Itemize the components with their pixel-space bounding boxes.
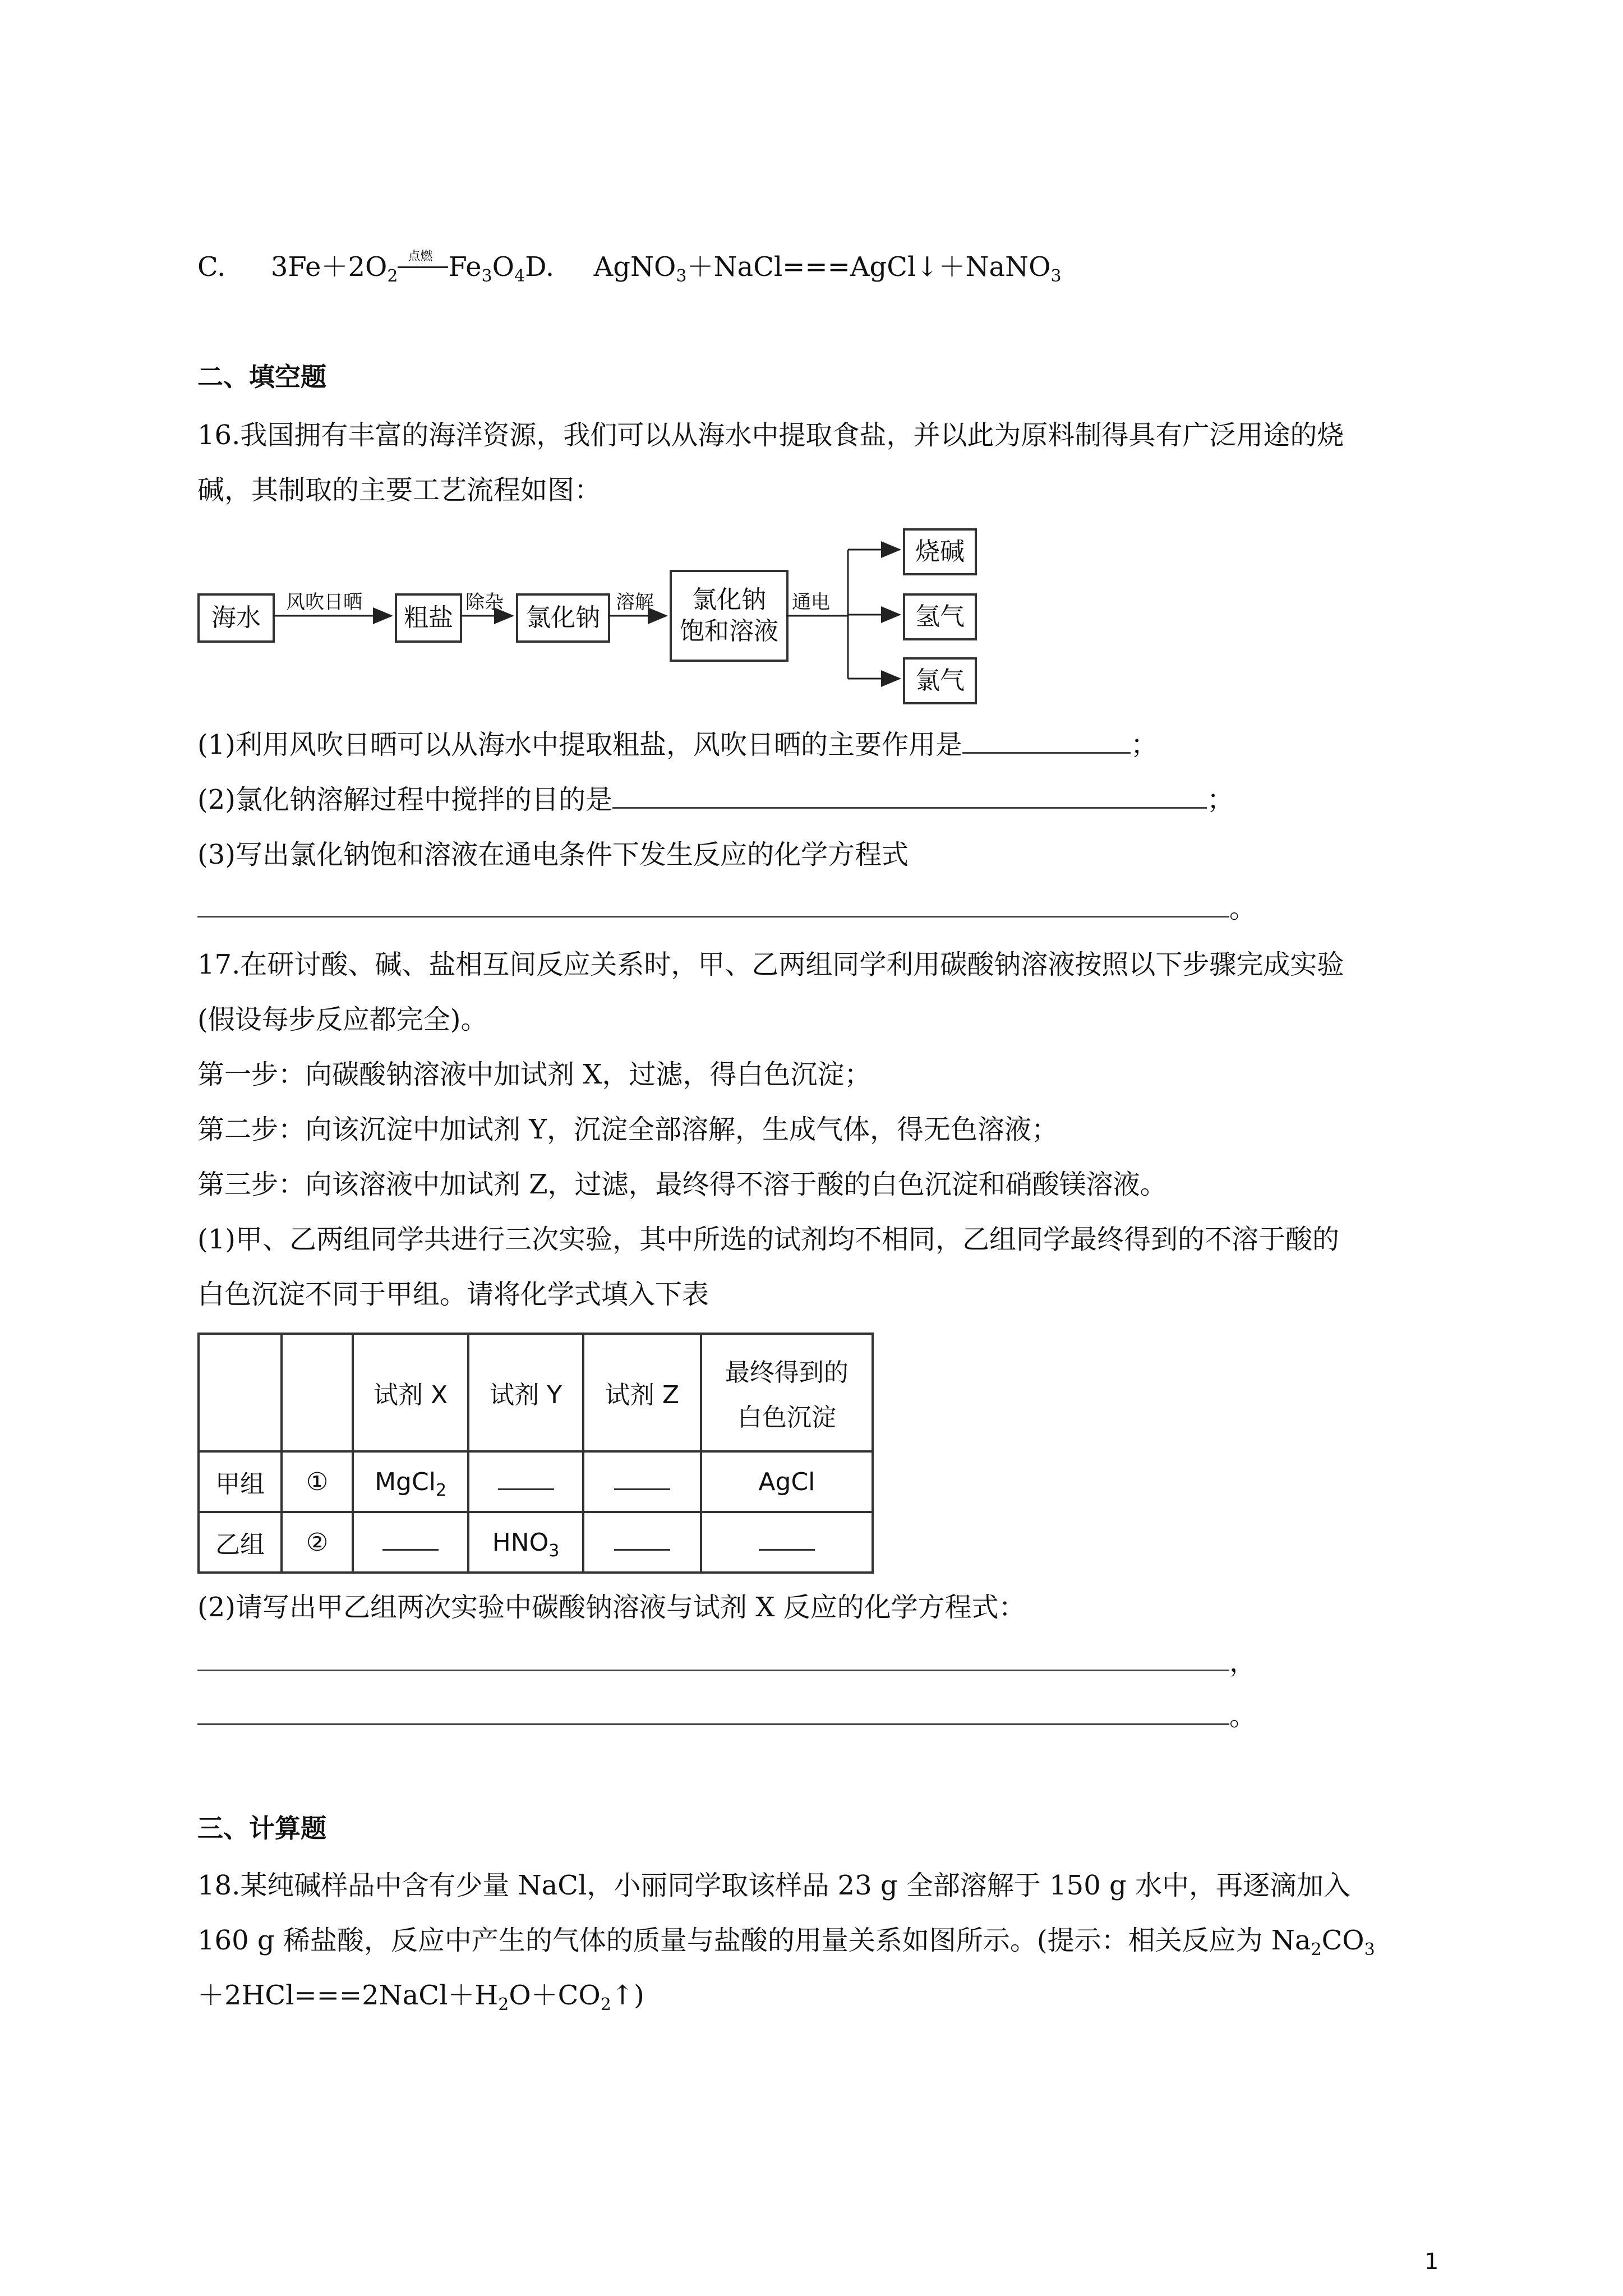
table-corner-cell — [199, 1334, 282, 1451]
table-row — [199, 1512, 873, 1573]
q17-sub1-line1: (1)甲、乙两组同学共进行三次实验，其中所选的试剂均不相同，乙组同学最终得到的不溶于酸的 — [197, 1224, 1339, 1255]
q17-step2: 第二步：向该沉淀中加试剂 Y，沉淀全部溶解，生成气体，得无色溶液； — [197, 1114, 1058, 1145]
answer-blank[interactable] — [614, 1472, 670, 1490]
q18-text: 160 g 稀盐酸，反应中产生的气体的质量与盐酸的用量关系如图所示。(提示：相关反应为 Na — [197, 1925, 1311, 1956]
row-number: ① — [282, 1451, 353, 1512]
flow-box-hydrogen: 氢气 — [903, 593, 977, 640]
header-reagent-y: 试剂 Y — [468, 1334, 583, 1451]
page-number: 1 — [1424, 2249, 1439, 2275]
cell-reagent-z — [583, 1512, 701, 1573]
q18-text-line3 — [197, 1980, 644, 2014]
q18-text: ＋2HCl===2NaCl＋H — [197, 1980, 499, 2011]
table-corner-cell — [282, 1334, 353, 1451]
subscript: 4 — [514, 266, 525, 286]
option-d-label: D. — [525, 251, 555, 283]
q17-sub2: (2)请写出甲乙组两次实验中碳酸钠溶液与试剂 X 反应的化学方程式： — [197, 1592, 1026, 1623]
header-reagent-z: 试剂 Z — [583, 1334, 701, 1451]
q16-sub3: (3)写出氯化钠饱和溶液在通电条件下发生反应的化学方程式 — [197, 839, 909, 870]
option-d-equation-part: AgNO — [593, 251, 676, 283]
header-final-line1: 最终得到的 — [725, 1358, 849, 1387]
formula: MgCl — [375, 1467, 436, 1496]
q17-sub1-line2: 白色沉淀不同于甲组。请将化学式填入下表 — [197, 1279, 709, 1310]
header-reagent-x: 试剂 X — [353, 1334, 468, 1451]
q16-text-line2: 碱，其制取的主要工艺流程如图： — [197, 474, 602, 506]
subscript: 3 — [548, 1541, 560, 1561]
option-c-product: Fe — [448, 251, 482, 283]
answer-blank[interactable] — [197, 893, 1229, 918]
flow-label-electrolysis: 通电 — [792, 591, 830, 614]
q16-sub1-text: (1)利用风吹日晒可以从海水中提取粗盐，风吹日晒的主要作用是 — [197, 729, 962, 760]
flow-box-seawater: 海水 — [197, 593, 275, 643]
answer-blank[interactable] — [197, 1701, 1229, 1725]
header-final-line2: 白色沉淀 — [737, 1403, 836, 1432]
row-number: ② — [282, 1512, 353, 1573]
subscript: 3 — [481, 266, 492, 286]
subscript: 2 — [1311, 1940, 1322, 1960]
q17-text-line2: (假设每步反应都完全)。 — [197, 1004, 488, 1035]
row-group-label: 乙组 — [199, 1512, 282, 1573]
q17-text-line1: 17.在研讨酸、碱、盐相互间反应关系时，甲、乙两组同学利用碳酸钠溶液按照以下步骤完成实验 — [197, 949, 1344, 980]
section-title-calculation: 三、计算题 — [197, 1813, 326, 1843]
answer-blank[interactable] — [962, 730, 1131, 754]
option-d-equation-part: ＋NaCl===AgCl↓＋NaNO — [686, 251, 1051, 283]
flow-box-caustic-soda: 烧碱 — [903, 528, 977, 575]
subscript: 3 — [1364, 1940, 1375, 1960]
punctuation: 。 — [1229, 1700, 1257, 1732]
flow-label-purify: 除杂 — [465, 591, 504, 614]
cell-reagent-y — [468, 1512, 583, 1573]
q18-text-line2 — [197, 1925, 1375, 1960]
subscript: 2 — [498, 1995, 509, 2014]
flow-label-dissolve: 溶解 — [616, 591, 654, 614]
flow-box-crude-salt: 粗盐 — [395, 593, 462, 643]
punctuation: ， — [1229, 1647, 1257, 1678]
flow-box-sodium-chloride: 氯化钠 — [516, 593, 610, 643]
q18-text-line1: 18.某纯碱样品中含有少量 NaCl，小丽同学取该样品 23 g 全部溶解于 150 g 水中，再逐滴加入 — [197, 1870, 1350, 1901]
q18-text: CO — [1321, 1925, 1364, 1956]
row-group-label: 甲组 — [199, 1451, 282, 1512]
flow-label-sun-drying: 风吹日晒 — [286, 591, 362, 614]
reagent-table — [197, 1333, 874, 1574]
q16-sub2-text: (2)氯化钠溶解过程中搅拌的目的是 — [197, 784, 612, 815]
punctuation: ； — [1131, 729, 1158, 760]
cell-final-precipitate: AgCl — [701, 1451, 873, 1512]
table-header-row — [199, 1334, 873, 1451]
q17-step3: 第三步：向该溶液中加试剂 Z，过滤，最终得不溶于酸的白色沉淀和硝酸镁溶液。 — [197, 1169, 1167, 1200]
option-c-equation-part: 3Fe＋2O — [270, 251, 388, 283]
q17-sub2-answer-line1 — [197, 1647, 1256, 1678]
q16-sub1 — [197, 729, 1158, 760]
q16-sub3-answer-line — [197, 893, 1256, 924]
cell-final-precipitate — [701, 1512, 873, 1573]
header-final-precipitate — [701, 1334, 873, 1451]
punctuation: ； — [1207, 784, 1234, 815]
answer-blank[interactable] — [498, 1472, 554, 1490]
subscript: 3 — [1050, 266, 1062, 286]
punctuation: 。 — [1229, 893, 1257, 924]
flow-arrows — [0, 0, 1623, 729]
option-c-product: O — [492, 251, 514, 283]
answer-blank[interactable] — [382, 1532, 439, 1551]
saturated-solution-line2: 饱和溶液 — [680, 617, 778, 646]
answer-blank[interactable] — [759, 1532, 815, 1551]
q18-text: ↑) — [611, 1980, 644, 2011]
subscript: 2 — [600, 1995, 611, 2014]
q18-text: O＋CO — [509, 1980, 601, 2011]
subscript: 3 — [676, 266, 687, 286]
answer-blank[interactable] — [612, 785, 1207, 809]
cell-reagent-x — [353, 1451, 468, 1512]
table-row — [199, 1451, 873, 1512]
option-c-label: C. — [197, 251, 226, 283]
formula: HNO — [492, 1528, 549, 1557]
q16-sub2 — [197, 784, 1234, 815]
q17-sub2-answer-line2 — [197, 1700, 1256, 1732]
subscript: 2 — [435, 1480, 447, 1500]
cell-reagent-z — [583, 1451, 701, 1512]
q17-step1: 第一步：向碳酸钠溶液中加试剂 X，过滤，得白色沉淀； — [197, 1059, 872, 1090]
saturated-solution-line1: 氯化钠 — [692, 585, 766, 614]
cell-reagent-x — [353, 1512, 468, 1573]
subscript: 2 — [387, 266, 398, 286]
reaction-condition: 点燃 — [408, 250, 433, 264]
answer-blank[interactable] — [614, 1532, 670, 1551]
section-title-fill-in: 二、填空题 — [197, 362, 326, 392]
answer-blank[interactable] — [197, 1647, 1229, 1671]
flow-box-chlorine: 氯气 — [903, 657, 977, 704]
q16-text-line1: 16.我国拥有丰富的海洋资源，我们可以从海水中提取食盐，并以此为原料制得具有广泛用途的烧 — [197, 419, 1344, 451]
cell-reagent-y — [468, 1451, 583, 1512]
